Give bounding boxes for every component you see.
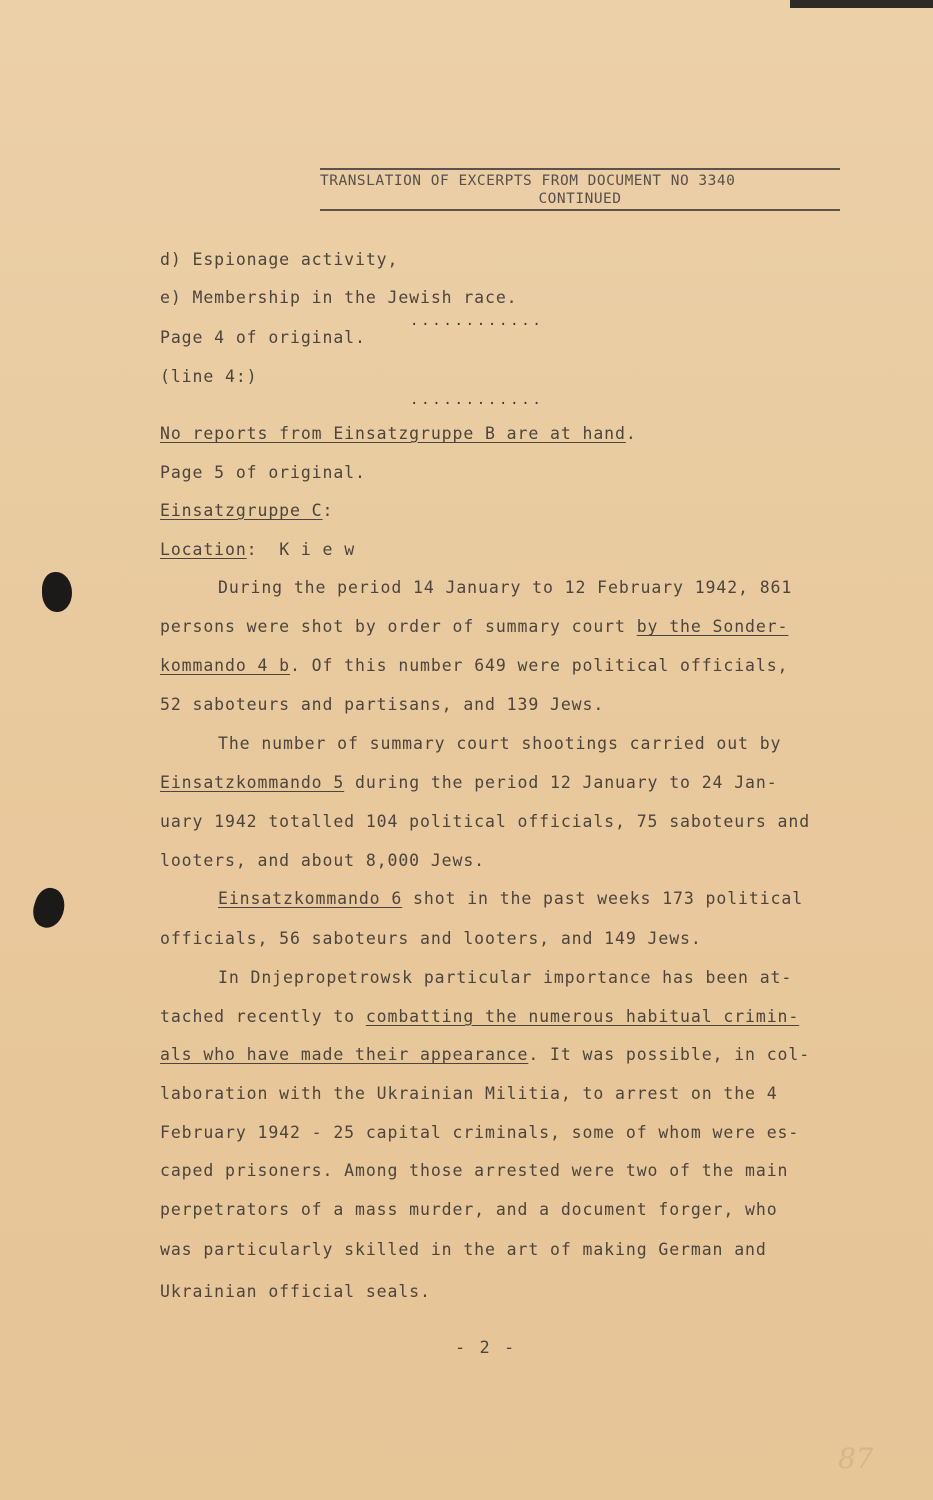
para1-line4: 52 saboteurs and partisans, and 139 Jews. xyxy=(160,695,605,714)
para1-line2-text: persons were shot by order of summary court xyxy=(160,617,637,636)
para1-line3-underlined: kommando 4 b xyxy=(160,656,291,675)
einsatzgruppe-c-label: Einsatzgruppe C: xyxy=(160,501,334,520)
para1-line2 xyxy=(160,617,788,636)
para4-line1: In Dnjepropetrowsk particular importance has been at- xyxy=(218,968,793,987)
para4-line9: Ukrainian official seals. xyxy=(160,1282,431,1301)
punch-hole-top xyxy=(42,572,72,612)
heading-title: TRANSLATION OF EXCERPTS FROM DOCUMENT NO 3340 xyxy=(320,173,736,189)
para2-line3: uary 1942 totalled 104 political officials, 75 saboteurs and xyxy=(160,812,811,831)
para4-line3 xyxy=(160,1045,810,1064)
list-item-d: d) Espionage activity, xyxy=(160,250,399,269)
punch-hole-bottom xyxy=(29,884,70,931)
para4-line5: February 1942 - 25 capital criminals, some of whom were es- xyxy=(160,1123,800,1142)
para1-line2-underlined: by the Sonder- xyxy=(636,617,789,636)
ellipsis-dots-2: ............ xyxy=(410,392,544,408)
para4-line7: perpetrators of a mass murder, and a document forger, who xyxy=(160,1200,778,1219)
para1-line1: During the period 14 January to 12 February 1942, 861 xyxy=(218,578,793,597)
location-label: Location xyxy=(160,540,247,559)
heading-continued: CONTINUED xyxy=(320,191,840,211)
para4-line8: was particularly skilled in the art of making German and xyxy=(160,1240,767,1259)
margin-pencil-mark: 87 xyxy=(838,1442,874,1475)
para4-line3-text: . It was possible, in col- xyxy=(528,1045,811,1064)
para2-line2 xyxy=(160,773,778,792)
para4-line2-underlined: combatting the numerous habitual crimin- xyxy=(365,1007,800,1026)
page-4-label: Page 4 of original. xyxy=(160,328,366,347)
para3-line1-text: shot in the past weeks 173 political xyxy=(402,889,804,908)
para4-line2-text: tached recently to xyxy=(160,1007,366,1026)
location-line: Location: K i e w xyxy=(160,540,356,559)
para3-line2: officials, 56 saboteurs and looters, and 149 Jews. xyxy=(160,929,702,948)
para4-line4: laboration with the Ukrainian Militia, to arrest on the 4 xyxy=(160,1084,778,1103)
para2-line2-underlined: Einsatzkommando 5 xyxy=(160,773,345,792)
para4-line6: caped prisoners. Among those arrested were two of the main xyxy=(160,1161,789,1180)
para4-line3-underlined: als who have made their appearance xyxy=(160,1045,529,1064)
location-value: K i e w xyxy=(279,540,356,559)
para1-line3-text: . Of this number 649 were political officials, xyxy=(290,656,789,675)
para2-line4: looters, and about 8,000 Jews. xyxy=(160,851,486,870)
para2-line1: The number of summary court shootings carried out by xyxy=(218,734,782,753)
einsatzgruppe-c-text: Einsatzgruppe C xyxy=(160,501,323,520)
para4-line2 xyxy=(160,1007,799,1026)
no-reports-line: No reports from Einsatzgruppe B are at hand. xyxy=(160,424,637,443)
line-4-label: (line 4:) xyxy=(160,367,258,386)
para2-line2-text: during the period 12 January to 24 Jan- xyxy=(344,773,778,792)
para3-line1-underlined: Einsatzkommando 6 xyxy=(218,889,403,908)
para1-line3 xyxy=(160,656,788,675)
para3-line1 xyxy=(218,889,803,908)
document-heading xyxy=(320,168,840,211)
page-5-label: Page 5 of original. xyxy=(160,463,366,482)
ellipsis-dots-1: ............ xyxy=(410,313,544,329)
list-item-e: e) Membership in the Jewish race. xyxy=(160,288,518,307)
no-reports-text: No reports from Einsatzgruppe B are at hand xyxy=(160,424,626,443)
heading-rule xyxy=(320,168,840,170)
page-number: - 2 - xyxy=(455,1338,517,1358)
tape-strip xyxy=(790,0,933,8)
